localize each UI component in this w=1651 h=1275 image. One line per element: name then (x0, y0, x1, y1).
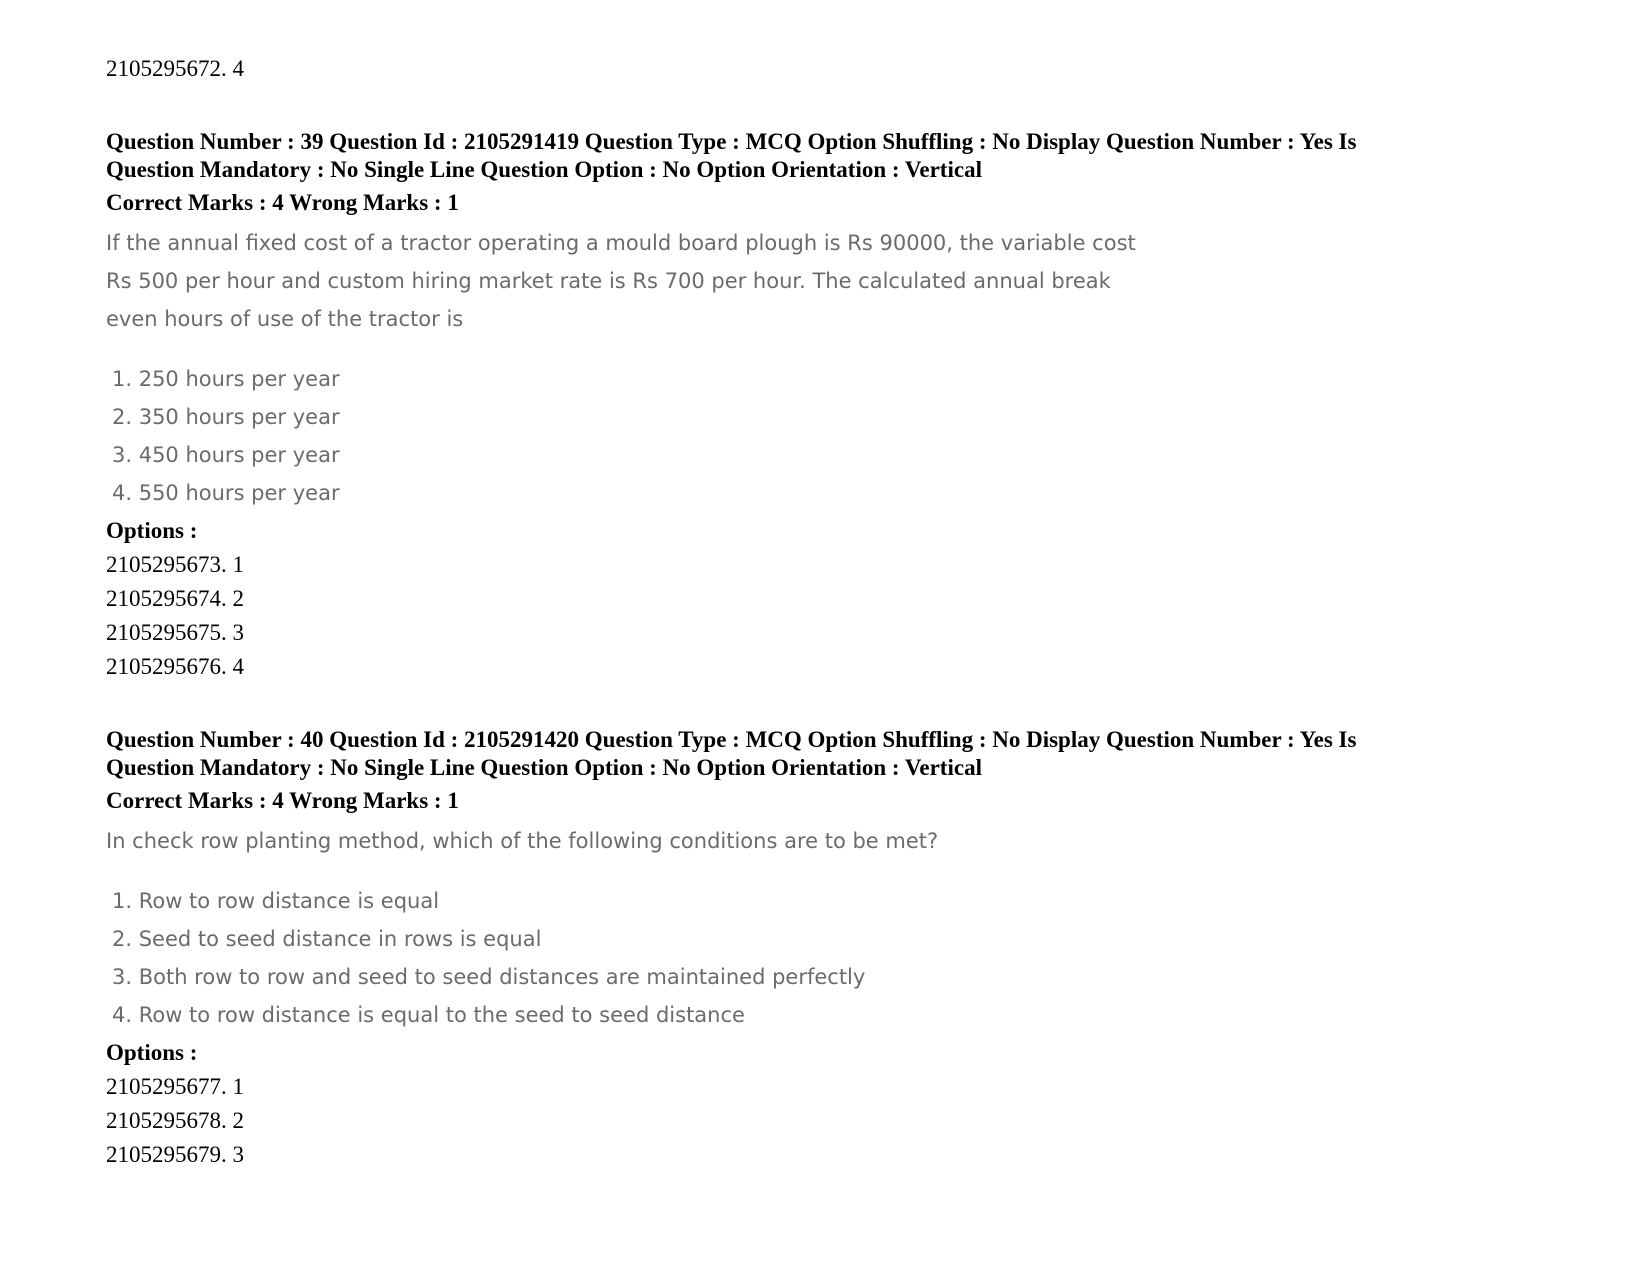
previous-option-id: 2105295672. 4 (106, 56, 244, 81)
choice-item: 2. 350 hours per year (112, 405, 340, 429)
question-meta-line-2: Question Mandatory : No Single Line Question Option : No Option Orientation : Vertical (106, 157, 982, 182)
question-39 (106, 128, 1546, 684)
option-id: 2105295678. 2 (106, 1108, 244, 1133)
choice-item: 1. 250 hours per year (112, 367, 340, 391)
choice-item: 3. Both row to row and seed to seed distances are maintained perfectly (112, 965, 866, 989)
document-page (106, 52, 1546, 1172)
question-choices (106, 360, 1546, 512)
option-id: 2105295676. 4 (106, 654, 244, 679)
options-label: Options : (106, 1040, 198, 1065)
choice-item: 4. 550 hours per year (112, 481, 340, 505)
choice-item: 4. Row to row distance is equal to the seed to seed distance (112, 1003, 745, 1027)
question-40 (106, 726, 1546, 1172)
option-id: 2105295673. 1 (106, 552, 244, 577)
question-text: In check row planting method, which of the following conditions are to be met? (106, 829, 939, 853)
option-id: 2105295674. 2 (106, 586, 244, 611)
question-meta-line-1: Question Number : 39 Question Id : 2105291419 Question Type : MCQ Option Shuffling : No Display Question Number : Yes Is (106, 129, 1357, 154)
question-text: If the annual fixed cost of a tractor operating a mould board plough is Rs 90000, the variable cost Rs 500 per hour and custom hiring market rate is Rs 700 per hour. The calculated annual break even hours of use of the tractor is (106, 231, 1136, 331)
question-meta-line-1: Question Number : 40 Question Id : 2105291420 Question Type : MCQ Option Shuffling : No Display Question Number : Yes Is (106, 727, 1357, 752)
question-marks: Correct Marks : 4 Wrong Marks : 1 (106, 190, 459, 215)
question-marks: Correct Marks : 4 Wrong Marks : 1 (106, 788, 459, 813)
choice-item: 2. Seed to seed distance in rows is equal (112, 927, 542, 951)
question-choices (106, 882, 1546, 1034)
question-meta-line-2: Question Mandatory : No Single Line Question Option : No Option Orientation : Vertical (106, 755, 982, 780)
choice-item: 3. 450 hours per year (112, 443, 340, 467)
option-id: 2105295675. 3 (106, 620, 244, 645)
option-id: 2105295679. 3 (106, 1142, 244, 1167)
options-label: Options : (106, 518, 198, 543)
choice-item: 1. Row to row distance is equal (112, 889, 440, 913)
option-id: 2105295677. 1 (106, 1074, 244, 1099)
